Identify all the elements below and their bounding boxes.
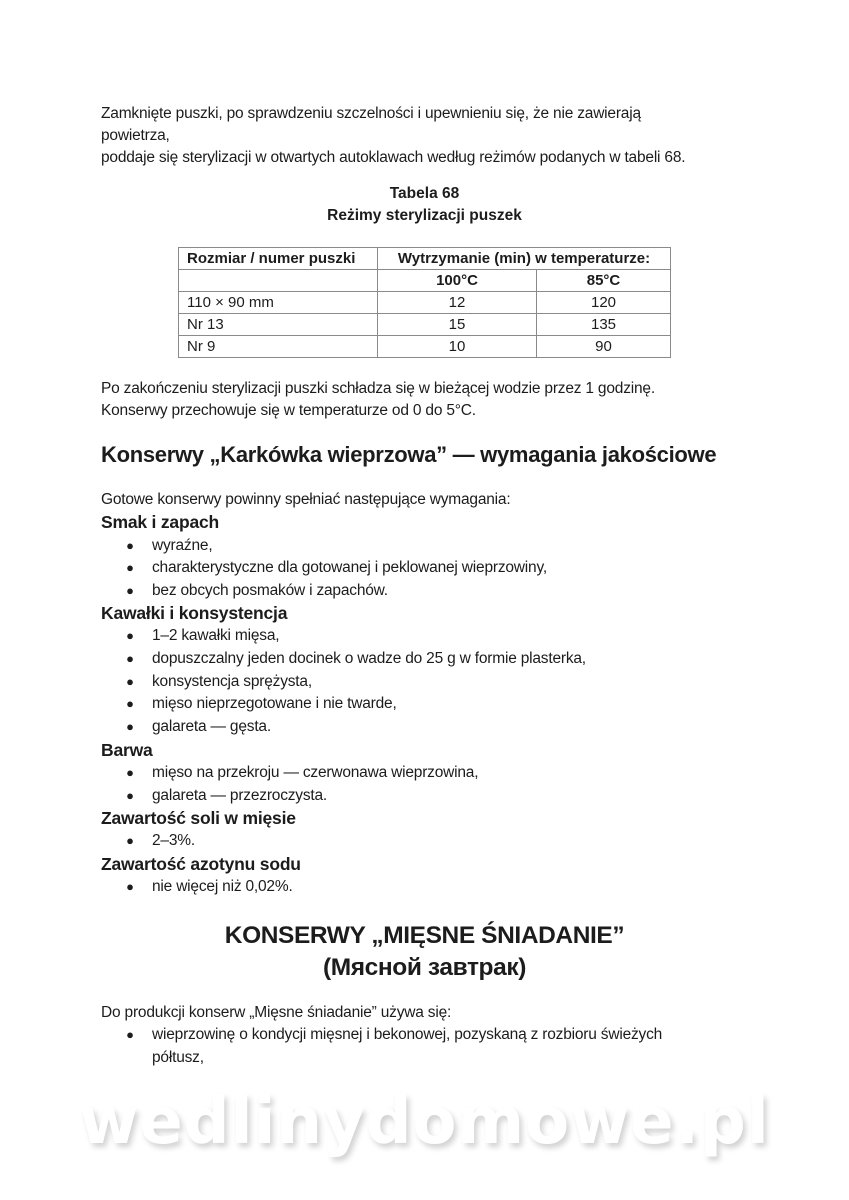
cell-size: Nr 13 [179, 314, 378, 336]
cell-size: 110 × 90 mm [179, 292, 378, 314]
list-item: ● bez obcych posmaków i zapachów. [0, 580, 849, 602]
bullet-icon: ● [126, 833, 134, 848]
sniadanie-intro: Do produkcji konserw „Mięsne śniadanie” używa się: [101, 1004, 452, 1021]
list-item: ● konsystencja sprężysta, [0, 671, 849, 693]
section-heading-karkowka: Konserwy „Karkówka wieprzowa” — wymagania jakościowe [101, 442, 717, 467]
subheading-color: Barwa [101, 740, 153, 760]
list-item: ● mięso na przekroju — czerwonawa wieprzowina, [0, 762, 849, 784]
list-item-continuation: półtusz, [152, 1049, 204, 1066]
subheading-taste-smell: Smak i zapach [101, 512, 220, 532]
cell-100c: 10 [378, 336, 537, 358]
cell-100c: 15 [378, 314, 537, 336]
after-table-line-2: Konserwy przechowuje się w temperaturze od 0 do 5°C. [101, 402, 476, 419]
bullet-icon: ● [126, 765, 134, 780]
subheading-pieces-consistency: Kawałki i konsystencja [101, 603, 288, 623]
cell-size: Nr 9 [179, 336, 378, 358]
subheader-100c: 100°C [378, 270, 537, 292]
bullet-icon: ● [126, 651, 134, 666]
bullet-icon: ● [126, 719, 134, 734]
list-item: ● galareta — gęsta. [0, 716, 849, 738]
list-item: ● nie więcej niż 0,02%. [0, 876, 849, 898]
after-table-line-1: Po zakończeniu sterylizacji puszki schładza się w bieżącej wodzie przez 1 godzinę. [101, 380, 655, 397]
intro-line-1: Zamknięte puszki, po sprawdzeniu szczelności i upewnieniu się, że nie zawierają [101, 105, 641, 122]
list-item: ● 2–3%. [0, 830, 849, 852]
karkowka-intro: Gotowe konserwy powinny spełniać następujące wymagania: [101, 491, 511, 508]
cell-85c: 90 [537, 336, 671, 358]
subheader-empty [179, 270, 378, 292]
bullet-icon: ● [126, 696, 134, 711]
list-item: ● wieprzowinę o kondycji mięsnej i bekonowej, pozyskaną z rozbioru świeżych [0, 1024, 849, 1046]
table-subheader-row [179, 270, 671, 292]
bullet-icon: ● [126, 583, 134, 598]
bullet-icon: ● [126, 538, 134, 553]
list-item: ● wyraźne, [0, 535, 849, 557]
bullet-icon: ● [126, 628, 134, 643]
section-heading-sniadanie: KONSERWY „MIĘSNE ŚNIADANIE” [224, 922, 625, 949]
cell-85c: 120 [537, 292, 671, 314]
list-item: ● dopuszczalny jeden docinek o wadze do 25 g w formie plasterka, [0, 648, 849, 670]
table-row [179, 314, 671, 336]
bullet-icon: ● [126, 788, 134, 803]
bullet-icon: ● [126, 674, 134, 689]
bullet-icon: ● [126, 879, 134, 894]
bullet-icon: ● [126, 560, 134, 575]
subheading-nitrite-content: Zawartość azotynu sodu [101, 854, 301, 874]
sterilization-table [178, 247, 671, 358]
intro-line-3: poddaje się sterylizacji w otwartych autoklawach według reżimów podanych w tabeli 68. [101, 149, 686, 166]
table-header-row [179, 248, 671, 270]
list-item: ● 1–2 kawałki mięsa, [0, 625, 849, 647]
bullet-icon: ● [126, 1027, 134, 1042]
cell-100c: 12 [378, 292, 537, 314]
table-row [179, 292, 671, 314]
table-row [179, 336, 671, 358]
header-holding-time: Wytrzymanie (min) w temperaturze: [378, 248, 671, 270]
section-subheading-russian: (Мясной завтрак) [323, 954, 526, 981]
subheader-85c: 85°C [537, 270, 671, 292]
watermark: wedlinydomowe.pl [79, 1085, 770, 1159]
intro-line-2: powietrza, [101, 127, 170, 144]
list-item: ● mięso nieprzegotowane i nie twarde, [0, 693, 849, 715]
table-caption-title: Reżimy sterylizacji puszek [327, 207, 522, 224]
list-item: ● galareta — przezroczysta. [0, 785, 849, 807]
cell-85c: 135 [537, 314, 671, 336]
table-caption-number: Tabela 68 [389, 185, 460, 202]
list-item: ● charakterystyczne dla gotowanej i peklowanej wieprzowiny, [0, 557, 849, 579]
header-size-number: Rozmiar / numer puszki [179, 248, 378, 270]
subheading-salt-content: Zawartość soli w mięsie [101, 808, 296, 828]
